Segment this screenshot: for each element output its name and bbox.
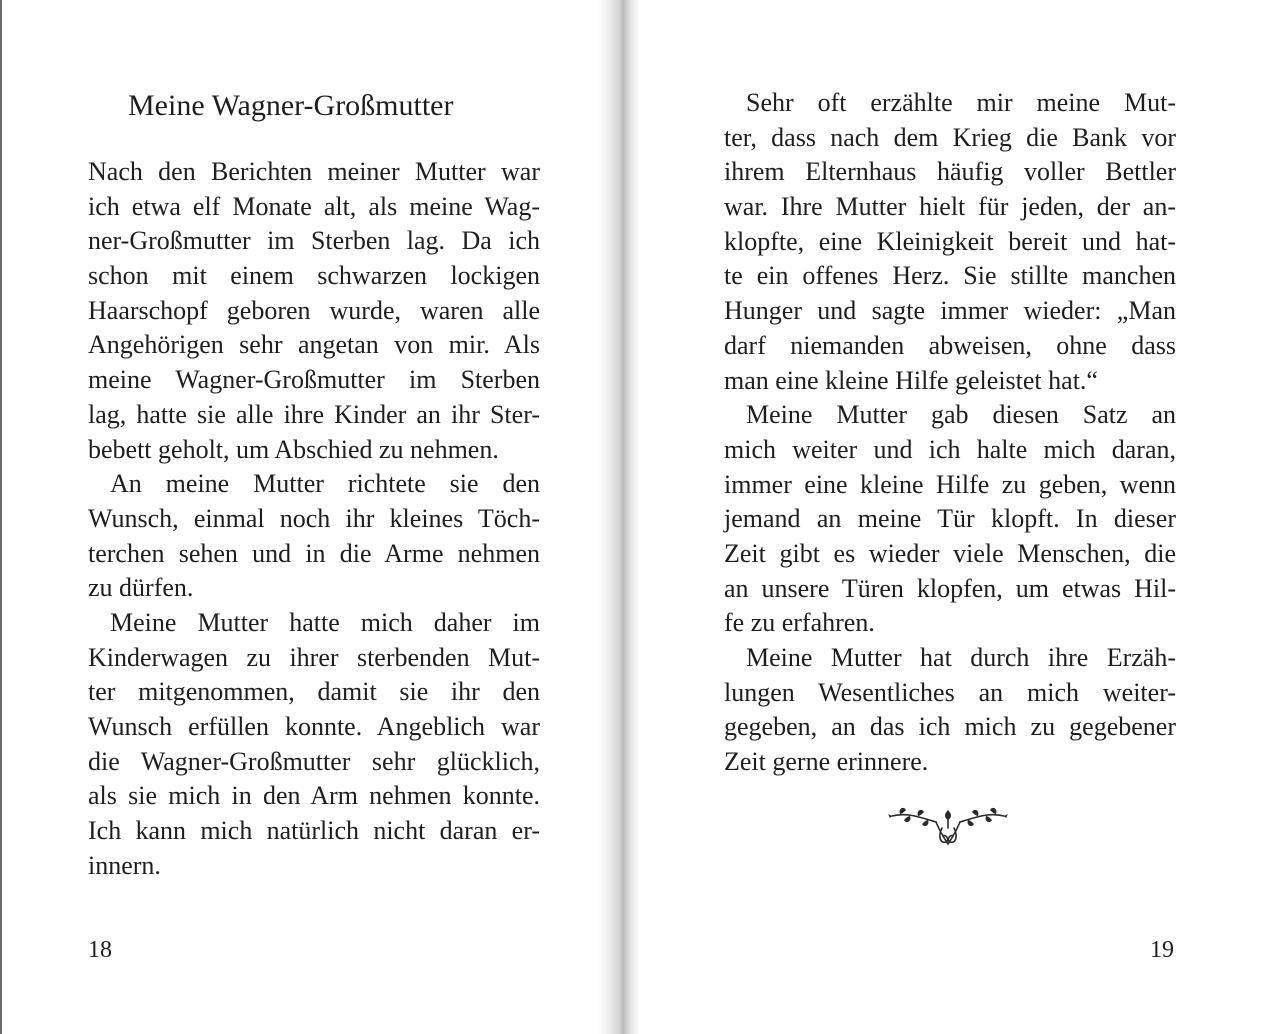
text-line: lungen Wesentliches an mich weiter- — [724, 677, 1176, 707]
text-line: bebett geholt, um Abschied zu nehmen. — [88, 434, 499, 464]
text-line: Haarschopf geboren wurde, waren alle — [88, 295, 540, 325]
text-line: an unsere Türen klopfen, um etwas Hil- — [724, 573, 1176, 603]
text-line: meine Wagner-Großmutter im Sterben — [88, 365, 540, 395]
text-line: innern. — [88, 850, 161, 880]
right-page — [630, 0, 1264, 1034]
text-line: Meine Mutter gab diesen Satz an — [746, 400, 1176, 430]
text-line: An meine Mutter richtete sie den — [110, 469, 540, 499]
right-page-text — [724, 86, 1176, 780]
text-line: ter mitgenommen, damit sie ihr den — [88, 677, 540, 707]
text-line: ihrem Elternhaus häufig voller Bettler — [724, 157, 1176, 187]
text-line: die Wagner-Großmutter sehr glücklich, — [88, 746, 540, 776]
text-line: schon mit einem schwarzen lockigen — [88, 261, 540, 291]
text-line: ich etwa elf Monate alt, als meine Wag- — [88, 191, 540, 221]
text-line: Nach den Berichten meiner Mutter war — [88, 157, 540, 186]
text-line: mich weiter und ich halte mich daran, — [724, 434, 1176, 464]
text-line: Angehörigen sehr angetan von mir. Als — [88, 330, 540, 360]
text-line: gegeben, an das ich mich zu gegebener — [724, 712, 1176, 742]
floral-ornament-icon — [888, 798, 1008, 854]
chapter-title: Meine Wagner-Großmutter — [128, 89, 454, 122]
text-line: lag, hatte sie alle ihre Kinder an ihr Ster- — [88, 399, 540, 429]
text-line: fe zu erfahren. — [724, 608, 875, 638]
page-number: 18 — [88, 937, 112, 963]
text-line: Zeit gerne erinnere. — [724, 747, 929, 777]
text-line: Kinderwagen zu ihrer sterbenden Mut- — [88, 642, 540, 672]
text-line: darf niemanden abweisen, ohne dass — [724, 330, 1176, 360]
text-line: ter, dass nach dem Krieg die Bank vor — [724, 122, 1176, 152]
text-line: ner-Großmutter im Sterben lag. Da ich — [88, 226, 540, 256]
text-line: zu dürfen. — [88, 573, 194, 603]
text-line: terchen sehen und in die Arme nehmen — [88, 538, 540, 568]
text-line: man eine kleine Hilfe geleistet hat.“ — [724, 365, 1098, 395]
text-line: Meine Mutter hatte mich daher im — [110, 607, 540, 637]
text-line: immer eine kleine Hilfe zu geben, wenn — [724, 469, 1176, 499]
text-line: klopfte, eine Kleinigkeit bereit und hat- — [724, 226, 1176, 256]
text-line: Wunsch, einmal noch ihr kleines Töch- — [88, 503, 540, 533]
text-line: Meine Mutter hat durch ihre Erzäh- — [746, 643, 1176, 672]
text-line: jemand an meine Tür klopft. In dieser — [724, 504, 1176, 534]
text-line: Zeit gibt es wieder viele Menschen, die — [724, 538, 1176, 568]
left-page-text — [88, 155, 540, 883]
page-number: 19 — [1150, 937, 1174, 963]
text-line: Sehr oft erzählte mir meine Mut- — [746, 88, 1176, 117]
text-line: war. Ihre Mutter hielt für jeden, der an- — [724, 192, 1176, 222]
text-line: Hunger und sagte immer wieder: „Man — [724, 296, 1176, 326]
left-page — [0, 0, 610, 1034]
text-line: Ich kann mich natürlich nicht daran er- — [88, 816, 540, 846]
text-line: Wunsch erfüllen konnte. Angeblich war — [88, 712, 540, 741]
text-line: te ein offenes Herz. Sie stillte manchen — [724, 261, 1176, 291]
text-line: als sie mich in den Arm nehmen konnte. — [88, 781, 540, 811]
